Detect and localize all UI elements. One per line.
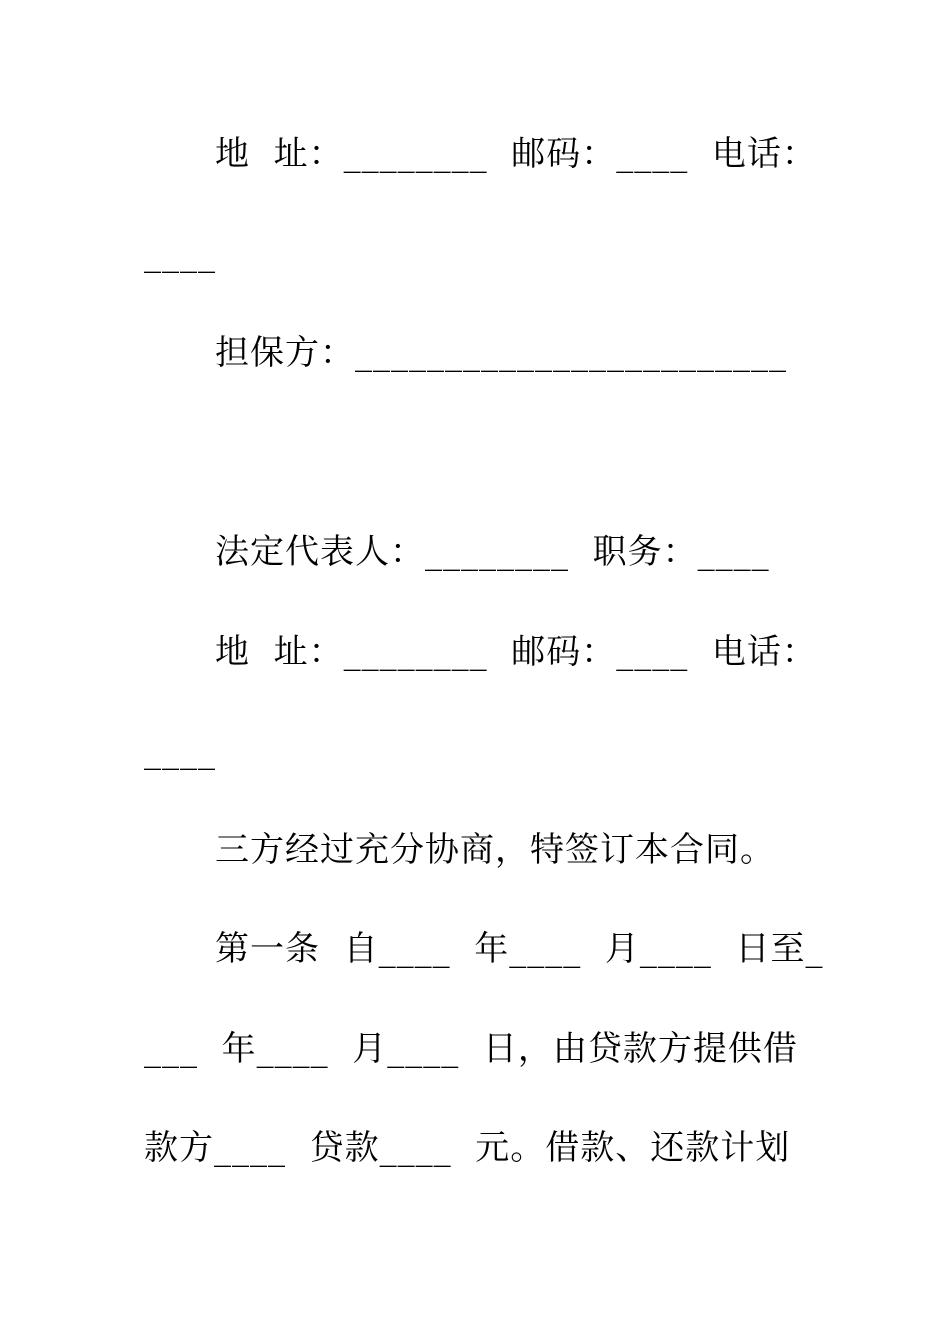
phone-continuation-line-2: ____	[144, 731, 216, 771]
guarantor-prev-address-line: 地 址：________ 邮码：____ 电话：	[215, 134, 817, 174]
guarantor-line: 担保方：________________________	[215, 333, 787, 373]
article-one-line-3: 款方____ 贷款____ 元。借款、还款计划	[144, 1128, 791, 1168]
legal-representative-line: 法定代表人：________ 职务：____	[215, 532, 770, 572]
phone-continuation-line: ____	[144, 234, 216, 274]
article-one-line-2: ___ 年____ 月____ 日，由贷款方提供借	[144, 1029, 798, 1069]
guarantor-address-line: 地 址：________ 邮码：____ 电话：	[215, 632, 817, 672]
agreement-statement: 三方经过充分协商，特签订本合同。	[215, 830, 775, 870]
article-one-line-1: 第一条 自____ 年____ 月____ 日至_	[215, 929, 824, 969]
